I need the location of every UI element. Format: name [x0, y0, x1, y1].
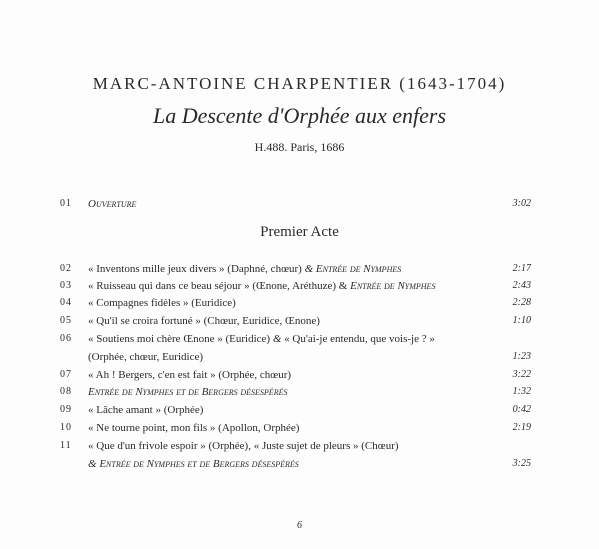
track-duration: 2:19 [512, 422, 531, 433]
track-title: « Ah ! Bergers, c'en est fait » (Orphée, chœur) [88, 369, 292, 381]
track-row [0, 294, 599, 312]
track-row [0, 277, 599, 295]
track-duration: 0:42 [512, 404, 531, 415]
track-title: « Ne tourne point, mon fils » (Apollon, Orphée) [88, 422, 300, 434]
track-duration: 1:32 [512, 386, 531, 397]
track-duration: 3:25 [512, 458, 531, 469]
section-heading: Premier Acte [260, 224, 339, 240]
track-number: 02 [60, 263, 72, 274]
track-title: & Entrée de Nymphes et de Bergers désespérés [88, 458, 299, 470]
track-duration: 1:23 [512, 351, 531, 362]
track-duration: 3:02 [512, 198, 531, 209]
track-title: « Soutiens moi chère Œnone » (Euridice) & « Qu'ai-je entendu, que vois-je ? » [88, 333, 435, 345]
track-row [0, 366, 599, 384]
track-duration: 2:43 [512, 280, 531, 291]
track-number: 09 [60, 404, 72, 415]
track-number: 04 [60, 297, 72, 308]
track-title: (Orphée, chœur, Euridice) [88, 351, 204, 363]
track-number: 07 [60, 369, 72, 380]
track-title: « Qu'il se croira fortuné » (Chœur, Euridice, Œnone) [88, 315, 320, 327]
track-row-overture [0, 195, 599, 213]
track-row [0, 312, 599, 330]
composer-heading: MARC-ANTOINE CHARPENTIER (1643-1704) [92, 74, 507, 93]
track-title: « Lâche amant » (Orphée) [88, 404, 204, 416]
track-number: 05 [60, 315, 72, 326]
track-title: « Compagnes fidèles » (Euridice) [88, 297, 236, 309]
track-title: Ouverture [88, 198, 137, 210]
track-duration: 1:10 [512, 315, 531, 326]
track-duration: 2:28 [512, 297, 531, 308]
track-row-continuation [0, 348, 599, 366]
track-title: « Inventons mille jeux divers » (Daphné, chœur) & Entrée de Nymphes [88, 263, 402, 275]
work-title: La Descente d'Orphée aux enfers [152, 103, 447, 128]
track-number: 11 [60, 440, 72, 451]
track-title: Entrée de Nymphes et de Bergers désespérés [88, 386, 288, 398]
track-row [0, 330, 599, 348]
track-row [0, 419, 599, 437]
track-number: 01 [60, 198, 72, 209]
track-duration: 2:17 [512, 263, 531, 274]
catalog-info: H.488. Paris, 1686 [254, 140, 345, 154]
track-duration: 3:22 [512, 369, 531, 380]
track-number: 03 [60, 280, 72, 291]
track-row [0, 383, 599, 401]
track-number: 10 [60, 422, 72, 433]
track-row-continuation [0, 455, 599, 473]
track-number: 06 [60, 333, 72, 344]
track-title: « Que d'un frivole espoir » (Orphée), « Juste sujet de pleurs » (Chœur) [88, 440, 399, 452]
track-number: 08 [60, 386, 72, 397]
track-row [0, 260, 599, 278]
page-number: 6 [297, 520, 302, 531]
track-row [0, 437, 599, 455]
track-row [0, 401, 599, 419]
track-title: « Ruisseau qui dans ce beau séjour » (Œnone, Aréthuze) & Entrée de Nymphes [88, 280, 436, 292]
